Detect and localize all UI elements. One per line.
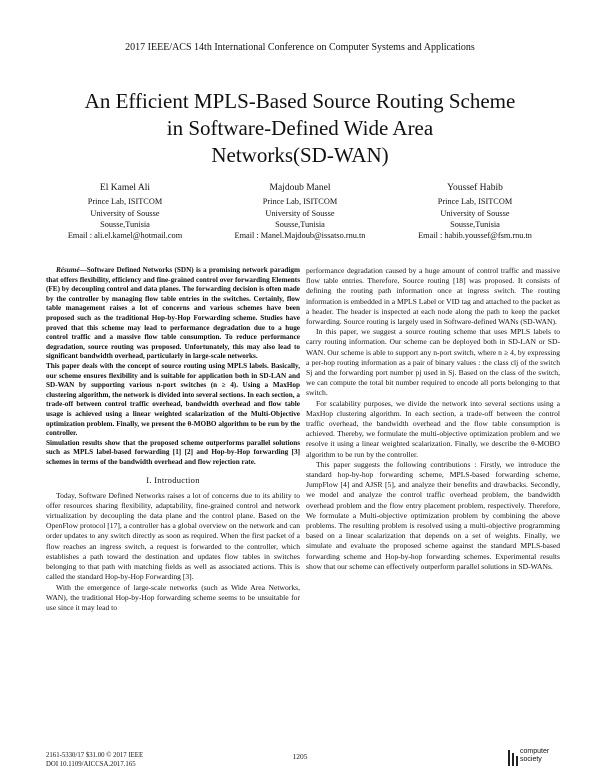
abstract-text: —Software Defined Networks (SDN) is a promising network paradigm that offers flexibility, efficiency and fine-grained control over forwarding Elements (FE) by decoupling control and data planes. The forwarding decision is often made by the controller by managing flow table entries in the switches. Certainly, flow table management raises a lot of concerns and various schemes have been proposed such as the traditional Hop-by-Hop Forwarding scheme. Studies have proved that this scheme may lead to performance degradation due to a huge control traffic and a massive flow table consumption. To reduce performance degradation, source routing was proposed. Unfortunately, this may also lead to significant bandwidth overhead, particularly in large-scale networks.	[46, 266, 300, 361]
author-university: University of Sousse	[265, 208, 335, 218]
computer-society-icon	[508, 750, 518, 766]
abstract-para-1	[46, 266, 300, 362]
page-number: 1205	[292, 752, 308, 761]
author-email: Email : habib.youssef@fsm.rnu.tn	[418, 231, 532, 241]
author-name: El Kamel Ali	[99, 183, 151, 193]
body-paragraph: In this paper, we suggest a source routing scheme that uses MPLS labels to carry routing information. Our scheme can be deployed both in SD-LAN or SD-WAN. Our scheme is able to support any n-port switch, where n ≥ 4, by expressing a per-hop routing information as a pair of binary values : the class clj of the switch Sj and the forwarding port number pj used in Sj. Based on the class of the switch, we can compute the total bit number required to encode all ports belonging to that switch.	[306, 327, 560, 398]
body-paragraph: This paper suggests the following contributions : Firstly, we introduce the standard hop-by-hop forwarding scheme, MPLS-based forwarding scheme, JumpFlow [4] and AJSR [5], and analyze their benefits and drawbacks. Secondly, we model and analyze the control traffic overhead problem, the bandwidth overhead problem and the flow entry placement problem, respectively. Therefore, We formulate a Multi-objective optimization problem by combining the above problems. The resulting problem is resolved using a multi-objective programming based on a linear scalarization that depends on a set of weights. Finally, we simulate and evaluate the proposed scheme against the standard MPLS-based forwarding scheme and Hop-by-hop forwarding schemes. Experimental results show that our scheme can effectively outperform parallel solutions in SD-WANs.	[306, 459, 560, 571]
abstract-para-2: This paper deals with the concept of source routing using MPLS labels. Basically, our scheme ensures flexibility and is suitable for application both in SD-LAN and SD-WAN by supporting various n-port switches (n ≥ 4). Using a MaxHop clustering algorithm, the network is divided into several sections. In each section, a trade-off between control traffic overhead, bandwidth overhead and flow table usage is achieved using a linear weighted scalarization of the Multi-Objective optimization problem. Finally, we present the θ-MOBO algorithm to be run by the controller.	[46, 361, 300, 438]
abstract	[46, 266, 300, 467]
author-university: University of Sousse	[90, 208, 160, 218]
right-column	[306, 266, 560, 572]
title-line: An Efficient MPLS-Based Source Routing Scheme	[84, 89, 516, 113]
author-name: Youssef Habib	[447, 183, 503, 193]
section-title: I. Introduction	[146, 475, 200, 486]
author-city: Sousse,Tunisia	[275, 219, 325, 229]
author-university: University of Sousse	[440, 208, 510, 218]
logo-text-1: computer	[520, 748, 550, 755]
abstract-para-3: Simulation results show that the proposed scheme outperforms parallel solutions such as MPLS label-based forwarding [1] [2] and Hop-by-Hop forwarding [3] schemes in terms of the bandwidth overhead and flow rejection rate.	[46, 438, 300, 466]
author-lab: Prince Lab, ISITCOM	[262, 197, 338, 207]
author-lab: Prince Lab, ISITCOM	[437, 197, 513, 207]
footer-doi: DOI 10.1109/AICCSA.2017.165	[46, 760, 136, 768]
author-city: Sousse,Tunisia	[450, 219, 500, 229]
author-block	[40, 183, 560, 241]
footer-issn: 2161-5330/17 $31.00 © 2017 IEEE	[46, 752, 144, 759]
computer-society-logo	[508, 748, 558, 770]
body-paragraph: With the emergence of large-scale networks (such as Wide Area Networks, WAN), the traditional Hop-by-Hop forwarding scheme seems to be unsuitable for use since it may lead to	[46, 582, 300, 612]
logo-text-2: society	[520, 756, 542, 763]
abstract-label: Résumé	[56, 266, 80, 274]
author-3	[390, 183, 560, 241]
paper-title	[40, 88, 560, 169]
author-city: Sousse,Tunisia	[100, 219, 150, 229]
conference-header: 2017 IEEE/ACS 14th International Conference on Computer Systems and Applications	[125, 42, 475, 53]
title-line: in Software-Defined Wide Area	[166, 116, 434, 140]
author-1	[40, 183, 210, 241]
author-lab: Prince Lab, ISITCOM	[87, 197, 163, 207]
body-paragraph: Today, Software Defined Networks raises a lot of concerns due to its ability to offer resources sharing flexibility, adaptability, fine-grained control and network virtualization by decoupling the data plane and the control plane. Based on the OpenFlow protocol [17], a controller has a global overview on the network and can order updates to any switch directly as soon as required. When the first packet of a flow reaches an ingress switch, a request is forwarded to the controller, which establishes a path toward the destination and updates flow tables in switches belonging to that path with matching fields as well as associated actions. This is called the standard Hop-by-Hop Forwarding [3].	[46, 490, 300, 582]
body-paragraph: For scalability purposes, we divide the network into several sections using a MaxHop clustering algorithm. In each section, a trade-off between the control traffic overhead, the bandwidth overhead and the flow table consumption is achieved. Thereby, we formulate the multi-objective optimization problem and we resolve it using a linear weighted scalarization. Finally, we describe the θ-MOBO algorithm to be run by the controller.	[306, 398, 560, 459]
author-name: Majdoub Manel	[269, 183, 331, 193]
author-email: Email : ali.el.kamel@hotmail.com	[67, 231, 183, 241]
title-line: Networks(SD-WAN)	[211, 143, 389, 167]
author-email: Email : Manel.Majdoub@issatso.rnu.tn	[234, 231, 366, 241]
author-2	[215, 183, 385, 241]
body-paragraph: performance degradation caused by a huge amount of control traffic and massive flow table entries. Therefore, Source routing [18] was proposed. It consists of defining the routing path information once at ingress switch. The routing information is embedded in a MPLS Label or VID tag and attached to the packet as a header. The header is inspected at each node along the path to keep the packet forwarding. Source routing is largely used in Software-defined WANs (SD-WAN).	[306, 266, 560, 327]
left-column	[46, 266, 300, 613]
